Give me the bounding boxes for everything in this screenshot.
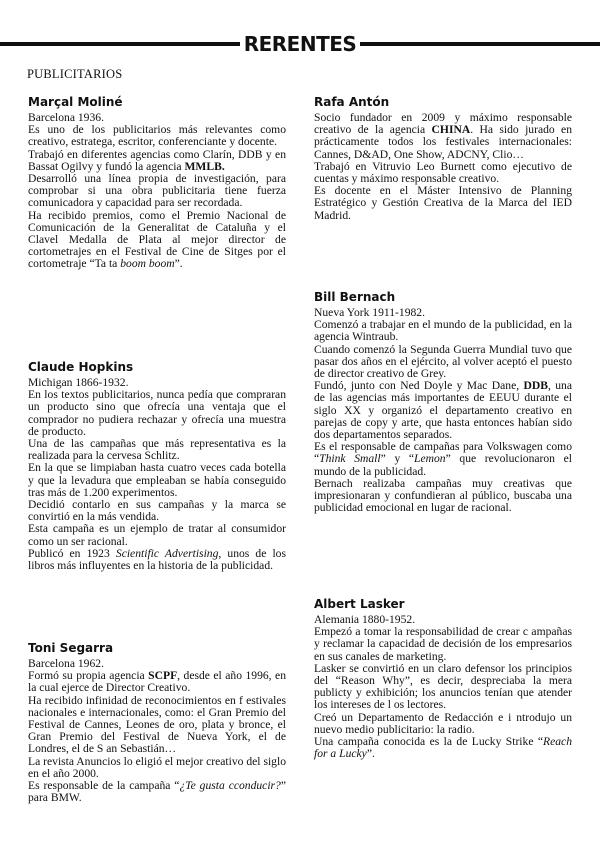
bio-paragraph: Una campaña conocida es la de Lucky Strike “Reach for a Lucky”. bbox=[314, 735, 572, 761]
bio-paragraph: Decidió contarlo en sus campañas y la marca se convirtió en la más vendida. bbox=[28, 498, 286, 524]
bio-paragraph: Fundó, junto con Ned Doyle y Mac Dane, DDB, una de las agencias más importantes de EEUU durante el siglo XX y organizó el departamento creativo en parejas de copy y arte, que hasta entonces habían sido dos departamentos separados. bbox=[314, 379, 572, 442]
bio-paragraph: Empezó a tomar la responsabilidad de crear c ampañas y reclamar la capacidad de decisión de los empresarios en sus canales de marketing. bbox=[314, 625, 572, 663]
bio-claude-hopkins bbox=[28, 360, 286, 572]
bio-paragraph: Comenzó a trabajar en el mundo de la publicidad, en la agencia Wintraub. bbox=[314, 318, 572, 344]
bio-paragraph: Es docente en el Máster Intensivo de Planning Estratégico y Gestión Creativa de la Marca del IED Madrid. bbox=[314, 184, 572, 222]
bio-paragraph: Ha recibido infinidad de reconocimientos en f estivales nacionales e internacionales, como: el Gran Premio del Festival de Cannes, Leones de oro, plata y bronce, el Gran Premio del Festival de Nueva York, el de Londres, el de S an Sebastián… bbox=[28, 693, 286, 756]
bio-rafa-anton bbox=[314, 95, 572, 222]
bio-name: Claude Hopkins bbox=[28, 360, 134, 374]
bio-paragraph: Es el responsable de campañas para Volkswagen como “Think Small” y “Lemon” que revolucionaron el mundo de la publicidad. bbox=[314, 440, 573, 478]
bio-paragraph: Creó un Departamento de Redacción e i ntrodujo un nuevo medio publicitario: la radio. bbox=[314, 710, 572, 736]
bio-name: Albert Lasker bbox=[314, 597, 405, 611]
header-rule-right bbox=[360, 42, 600, 46]
bio-paragraph: Ha recibido premios, como el Premio Nacional de Comunicación de la Generalitat de Cataluña y el Clavel Medalla de Plata al mejor director de cortometrajes en el Festival de Cine de Sitges por el cortometraje “Ta ta boom boom”. bbox=[28, 208, 286, 271]
bio-paragraph: Trabajó en diferentes agencias como Clarín, DDB y en Bassat Ogilvy y fundó la agencia MMLB. bbox=[28, 147, 286, 173]
bio-paragraph: Trabajó en Vitruvio Leo Burnett como ejecutivo de cuentas y máximo responsable creativo. bbox=[314, 159, 572, 186]
bio-paragraph: En la que se limpiaban hasta cuatro veces cada botella y que la levadura que empleaban se había conseguido tras más de 1.200 experimentos. bbox=[28, 461, 286, 499]
bio-paragraph: Es uno de los publicitarios más relevantes como creativo, estratega, escritor, conferenciante y docente. bbox=[28, 123, 286, 149]
bio-name: Rafa Antón bbox=[314, 95, 390, 109]
bio-origin: Nueva York 1911-1982. bbox=[314, 306, 425, 319]
bio-marcal-moline bbox=[28, 95, 286, 271]
section-label: PUBLICITARIOS bbox=[27, 67, 123, 81]
bio-paragraph: Desarrolló una línea propia de investigación, para comprobar si una obra publicitaria tiene fuerza comunicadora y capacidad para ser recordada. bbox=[28, 172, 286, 210]
bio-origin: Barcelona 1936. bbox=[28, 111, 104, 124]
bio-paragraph: Socio fundador en 2009 y máximo responsable creativo de la agencia CHINA. Ha sido jurado en prácticamente todos los festivales internacionales: Cannes, D&AD, One Show, ADCNY, Clio… bbox=[314, 111, 573, 161]
bio-origin: Michigan 1866-1932. bbox=[28, 376, 129, 389]
bio-paragraph: La revista Anuncios lo eligió el mejor creativo del siglo en el año 2000. bbox=[28, 754, 286, 780]
bio-origin: Alemania 1880-1952. bbox=[314, 613, 416, 626]
header-rule-left bbox=[0, 42, 240, 46]
bio-paragraph: Esta campaña es un ejemplo de tratar al consumidor como un ser racional. bbox=[28, 522, 286, 548]
bio-paragraph: Bernach realizaba campañas muy creativas que impresionaran y confundieran al público, buscaba una publicidad emocional en lugar de racional. bbox=[314, 476, 572, 515]
bio-bill-bernach bbox=[314, 290, 572, 514]
bio-paragraph: Es responsable de la campaña “¿Te gusta cconducir?” para BMW. bbox=[28, 779, 287, 805]
bio-paragraph: En los textos publicitarios, nunca pedía que compraran un producto sino que ofrecía una ventaja que el comprador no pudiera rechazar y ofrecía una muestra de producto. bbox=[28, 388, 286, 438]
bio-toni-segarra bbox=[28, 641, 286, 804]
bio-paragraph: Lasker se convirtió en un claro defensor los principios del “Reason Why”, es decir, despreciaba la mera publicty y exhibición; los anuncios tenían que atender los intereses de l os lectores. bbox=[314, 661, 572, 712]
bio-paragraph: Una de las campañas que más representativa es la realizada para la cervesa Schlitz. bbox=[28, 437, 286, 463]
bio-origin: Barcelona 1962. bbox=[28, 657, 104, 670]
bio-name: Bill Bernach bbox=[314, 290, 396, 304]
page-title: RERENTES bbox=[243, 32, 357, 56]
bio-paragraph: Publicó en 1923 Scientific Advertising, unos de los libros más influyentes en la historia de la publicidad. bbox=[28, 546, 286, 573]
bio-name: Toni Segarra bbox=[28, 641, 114, 655]
page-header bbox=[0, 30, 600, 60]
bio-albert-lasker bbox=[314, 597, 572, 760]
bio-paragraph: Cuando comenzó la Segunda Guerra Mundial tuvo que pasar dos años en el ejército, al volver aceptó el puesto de director creativo de Grey. bbox=[314, 342, 572, 381]
bio-name: Marçal Moliné bbox=[28, 95, 123, 109]
bio-paragraph: Formó su propia agencia SCPF, desde el año 1996, en la cual ejerce de Director Creativo. bbox=[28, 669, 286, 695]
